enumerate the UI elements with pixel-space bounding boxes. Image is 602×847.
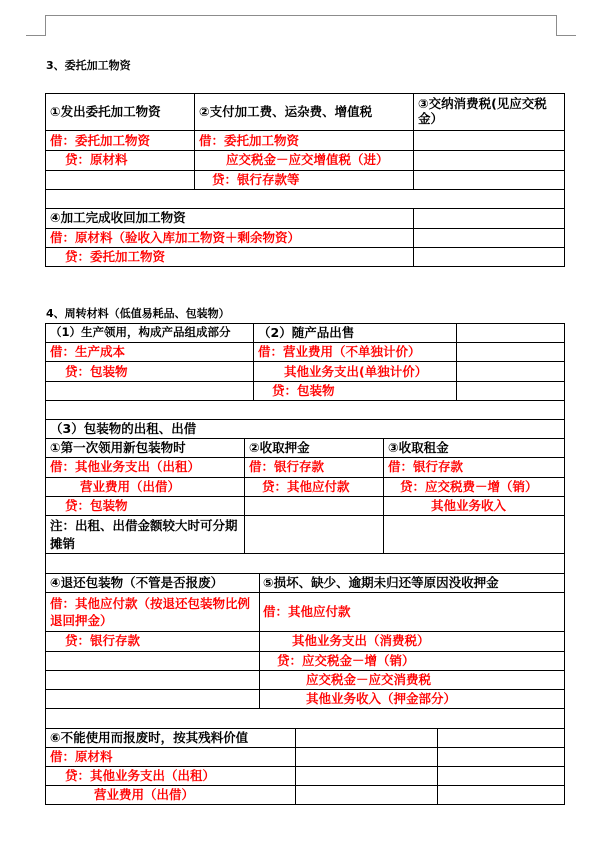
s5-credit-2: 应交税金－应交消费税 xyxy=(306,672,432,687)
table-line xyxy=(259,573,260,708)
crop-mark-right-v xyxy=(556,15,557,36)
table-line xyxy=(194,93,195,189)
s1-debit-2: 营业费用（出借） xyxy=(80,479,181,494)
table-line xyxy=(295,728,296,805)
s1-title: ①第一次领用新包装物时 xyxy=(50,440,186,455)
table-line xyxy=(45,766,565,767)
table-line xyxy=(456,323,457,400)
table-line xyxy=(437,728,438,805)
step2-credit: 贷：银行存款等 xyxy=(212,172,300,187)
table-line xyxy=(45,689,565,690)
step2-debit-2: 应交税金－应交增值税（进） xyxy=(226,152,389,167)
crop-mark-left-v xyxy=(45,15,46,36)
table-line xyxy=(45,804,565,805)
s4-title: ④退还包装物（不管是否报废） xyxy=(50,575,224,590)
p2-debit: 借：营业费用（不单独计价） xyxy=(258,344,421,359)
table-line xyxy=(45,573,565,574)
s4-credit: 贷：银行存款 xyxy=(65,633,141,648)
s3-debit: 借：银行存款 xyxy=(388,459,464,474)
table-line xyxy=(45,361,565,362)
p3-title: （3）包装物的出租、出借 xyxy=(50,421,197,436)
s1-debit: 借：其他业务支出（出租） xyxy=(50,459,201,474)
p1-title: （1）生产领用，构成产品组成部分 xyxy=(50,325,231,339)
table-line xyxy=(45,208,565,209)
crop-mark-right-h xyxy=(556,35,576,36)
table-line xyxy=(45,342,565,343)
s5-credit: 贷：应交税金－增（销） xyxy=(277,653,415,668)
s5-title: ⑤损坏、缺少、逾期未归还等原因没收押金 xyxy=(263,575,499,590)
p2-debit-2: 其他业务支出(单独计价） xyxy=(284,364,428,379)
s4-debit: 借：其他应付款（按退还包装物比例退回押金） xyxy=(50,596,251,628)
table-line xyxy=(45,323,565,324)
table-line xyxy=(564,323,565,805)
step2-title: ②支付加工费、运杂费、增值税 xyxy=(199,104,373,119)
s1-credit: 贷：包装物 xyxy=(65,498,128,513)
table-line xyxy=(45,785,565,786)
table-line xyxy=(45,631,565,632)
s5-debit-2: 其他业务支出（消费税） xyxy=(292,633,430,648)
table-line xyxy=(45,477,565,478)
step3-title: ③交纳消费税(见应交税金） xyxy=(418,96,547,126)
step1-title: ①发出委托加工物资 xyxy=(50,104,161,119)
s1-note: 注：出租、出借金额较大时可分期摊销 xyxy=(50,518,238,551)
s6-title: ⑥不能使用而报废时，按其残料价值 xyxy=(50,730,249,745)
s3-title: ③收取租金 xyxy=(388,440,449,455)
step4-debit: 借：原材料（验收入库加工物资＋剩余物资） xyxy=(50,230,301,245)
step1-debit: 借：委托加工物资 xyxy=(50,133,151,148)
table-line xyxy=(45,170,565,171)
table-line xyxy=(45,247,565,248)
s6-debit: 借：原材料 xyxy=(50,749,113,764)
table-line xyxy=(45,130,565,131)
s6-credit: 贷：其他业务支出（出租） xyxy=(65,768,216,783)
section-4-heading: 4、周转材料（低值易耗品、包装物） xyxy=(46,307,230,320)
table-line xyxy=(45,496,565,497)
table-line xyxy=(45,747,565,748)
step1-credit: 贷：原材料 xyxy=(65,152,128,167)
s6-credit-2: 营业费用（出借） xyxy=(94,787,195,802)
s3-credit-2: 其他业务收入 xyxy=(431,498,507,513)
table-line xyxy=(45,266,565,267)
table-line xyxy=(45,189,565,190)
s5-debit: 借：其他应付款 xyxy=(263,604,351,619)
s5-credit-3: 其他业务收入（押金部分） xyxy=(306,691,457,706)
table-line xyxy=(45,515,565,516)
table-line xyxy=(45,323,46,805)
crop-mark-left-h xyxy=(26,35,46,36)
p1-debit: 借：生产成本 xyxy=(50,344,126,359)
table-line xyxy=(244,438,245,553)
table-line xyxy=(45,457,565,458)
step2-debit: 借：委托加工物资 xyxy=(199,133,300,148)
table-line xyxy=(45,400,565,401)
section-3-heading: 3、委托加工物资 xyxy=(46,59,131,72)
table-line xyxy=(253,323,254,400)
crop-mark-top xyxy=(45,15,557,16)
table-line xyxy=(564,93,565,267)
table-line xyxy=(45,438,565,439)
table-line xyxy=(45,419,565,420)
table-line xyxy=(45,553,565,554)
p2-title: （2）随产品出售 xyxy=(258,325,355,340)
s2-title: ②收取押金 xyxy=(249,440,310,455)
table-line xyxy=(413,93,414,189)
table-line xyxy=(45,592,565,593)
table-line xyxy=(45,228,565,229)
table-line xyxy=(45,381,565,382)
table-line xyxy=(45,651,565,652)
table-line xyxy=(45,728,565,729)
s2-credit: 贷：其他应付款 xyxy=(262,479,350,494)
table-line xyxy=(413,208,414,266)
table-line xyxy=(45,93,46,267)
table-line xyxy=(45,93,565,94)
p2-credit: 贷：包装物 xyxy=(272,383,335,398)
table-line xyxy=(45,670,565,671)
step4-title: ④加工完成收回加工物资 xyxy=(50,210,186,225)
p1-credit: 贷：包装物 xyxy=(65,364,128,379)
s3-credit: 贷：应交税费－增（销） xyxy=(400,479,538,494)
s2-debit: 借：银行存款 xyxy=(249,459,325,474)
step4-credit: 贷：委托加工物资 xyxy=(65,249,166,264)
table-line xyxy=(45,708,565,709)
table-line xyxy=(45,150,565,151)
table-line xyxy=(383,438,384,553)
